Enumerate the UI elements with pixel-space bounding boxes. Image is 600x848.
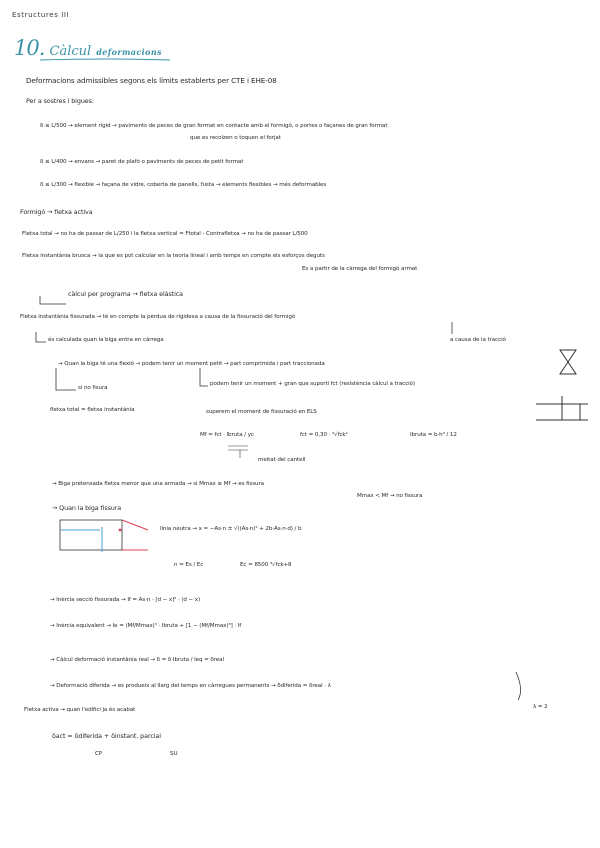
stress-arrows-sketch [122,520,148,550]
section-sketch-icon [536,396,588,420]
section-heading-rest: deformacions [96,47,162,57]
page-header: Estructures III [12,11,70,19]
stress-diagram-icon [560,350,576,374]
bracket-carrega [36,332,46,342]
line-fletxa-total: Fletxa total → no ha de passar de L/250 i la fletxa vertical = Ftotal - Contrafletxa → no ha de passar L/500 [22,231,308,237]
line-diferida: → Deformació diferida → es produeix al llarg del temps en càrregues permanents → δdiferida = δreal · λ [50,683,331,689]
line-inercia-fissurada: → Inèrcia secció fissurada → If = As·n · [d − x]² · (d − x) [50,597,201,603]
line-pretensada: → Biga pretensada fletxa menor que una armada → si Mmax ≥ Mf → es fissura [52,481,265,487]
line-programa: càlcul per programa → fletxa elàstica [68,290,183,298]
line-fissurada: Fletxa instantània fissurada → té en compte la pèrdua de rigidesa a causa de la fissuració del formigó [20,314,296,320]
line-deformacions: Deformacions admissibles segons els límits establerts per CTE i EHE-08 [26,76,277,85]
line-deformacio-real: → Càlcul deformació instantània real → δ = δ·Ibruta / Ieq = δreal [50,657,224,663]
section-heading-lead: Càlcul [49,44,92,59]
line-no-fissura: Mmax < Mf → no fissura [357,493,423,499]
line-sostres: Per a sostres i bigues: [26,97,94,105]
formula-mf: Mf = fct · Ibruta / yc [200,432,254,438]
line-flexio: → Quan la biga té una flexió → podem tenir un moment petit → part comprimida i part traccionada [58,361,325,367]
label-su: SU [170,751,178,757]
neutral-axis-sketch [60,527,102,552]
line-flexible: δ ≤ L/300 → flexible → façana de vidre, coberta de panells, fusta → elements flexibles → més deformables [40,182,327,188]
line-fletxa-activa: Fletxa activa → quan l'edifici ja és acabat [24,707,136,713]
formula-activa: δact = δdiferida + δinstant. parcial [52,732,161,740]
line-inercia-equivalent: → Inèrcia equivalent → Ie = (Mf/Mmax)³ · Ibruta + [1 − (Mf/Mmax)³] · If [50,623,242,629]
line-lambda: λ = 2 [533,704,548,710]
title-underline [40,59,170,60]
label-cp: CP [95,751,103,757]
bracket-programa [40,296,66,304]
arrow-lambda [516,672,521,700]
rebar-dot [119,529,122,532]
formula-n: n = Es / Ec [174,562,204,568]
line-no-fisura: si no fisura [78,385,108,391]
line-fissurada-note: a causa de la tracció [450,337,506,343]
bracket-no-fisura [56,368,76,390]
formula-ec: Ec = 8500 ³√fck+8 [240,562,292,568]
formula-meitat: meitat del cantell [258,457,306,463]
line-formigo: Formigó → fletxa activa [20,208,93,216]
beam-section-sketch [60,520,122,550]
line-quan-fissura: → Quan la biga fissura [52,504,122,512]
line-rigid: δ ≤ L/500 → element rígid → paviments de peces de gran format en contacte amb el formigó, o portes o façanes de gran format [40,123,388,129]
formula-ibruta: Ibruta = b·h³ / 12 [410,432,457,438]
formula-fct: fct = 0,30 · ³√fck² [300,432,348,438]
line-fletxa-brusca-note: Es a partir de la càrrega del formigó armat [302,266,418,272]
line-carrega: és calculada quan la biga entra en càrrega [48,337,164,343]
fraction-bar [228,446,248,450]
bracket-moment [200,368,208,386]
line-rigid-cont: que es recolzen o toquen el forjat [190,135,281,141]
line-fletxa-instant: fletxa total = fletxa instantània [50,407,135,413]
line-fletxa-brusca: Fletxa instantània brusca → la que es pot calcular en la teoria lineal i amb temps en compte els esforços deguts [22,253,325,259]
formula-linia-neutra: línia neutra → x = −As·n ± √((As·n)² + 2b·As·n·d) / b [160,526,302,532]
section-number: 10. [14,36,45,60]
line-envans: δ ≤ L/400 → envans → paret de plafó o paviments de peces de petit format [40,159,244,165]
line-moment-gran: podem tenir un moment + gran que suporti fct (resistència càlcul a tracció) [210,381,415,387]
line-superem: superem el moment de fissuració en ELS [206,409,317,415]
